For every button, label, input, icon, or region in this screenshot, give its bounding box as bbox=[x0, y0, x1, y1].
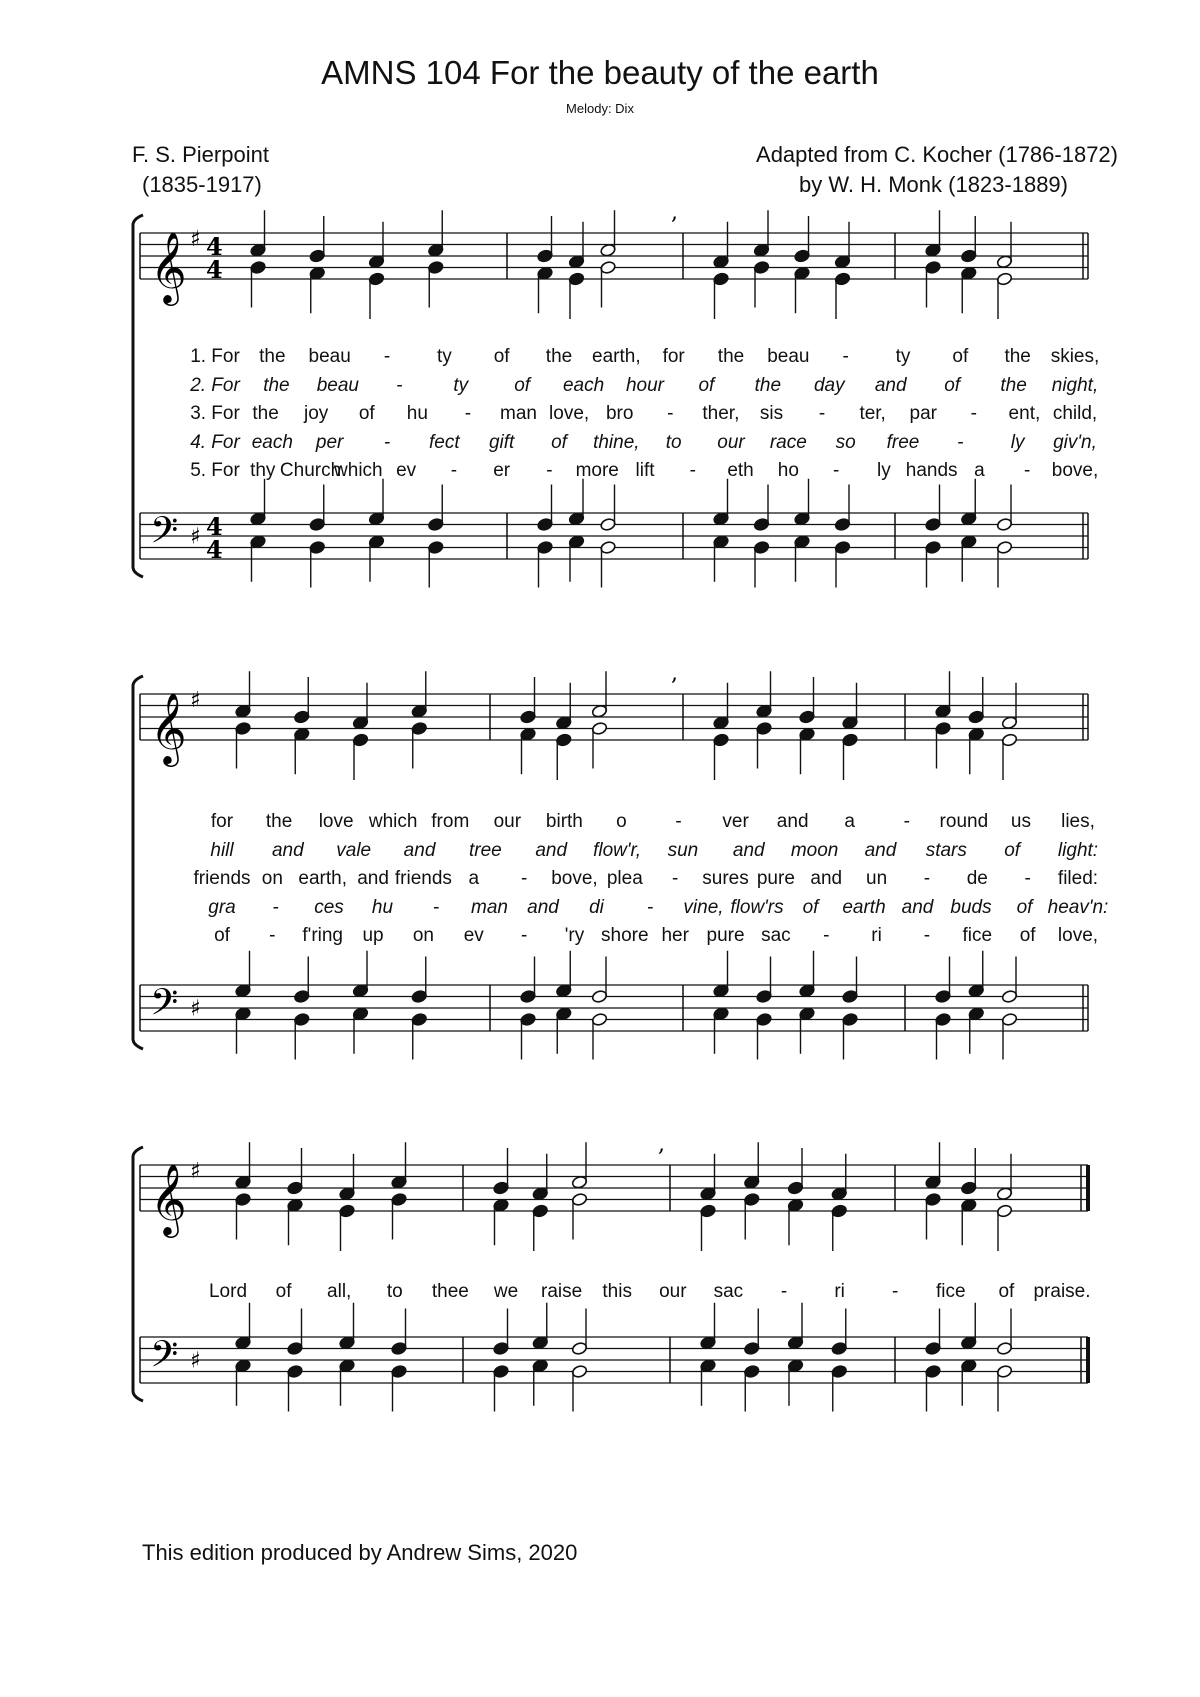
lyric-syllable: gift bbox=[488, 431, 515, 453]
lyric-syllable: 5. For bbox=[190, 460, 240, 481]
music-credit-line-2: by W. H. Monk (1823-1889) bbox=[798, 172, 1068, 197]
lyric-syllable: Lord bbox=[208, 1281, 248, 1302]
lyric-syllable: di bbox=[589, 896, 604, 918]
lyric-syllable: skies, bbox=[1050, 346, 1100, 367]
lyric-syllable: ver bbox=[722, 811, 749, 832]
lyric-syllable: the bbox=[717, 346, 745, 367]
lyric-syllable: ent, bbox=[1008, 403, 1041, 424]
lyric-syllable: - bbox=[269, 925, 276, 946]
lyric-syllable: of bbox=[1019, 925, 1036, 946]
key-signature-sharp-icon: ♯ bbox=[190, 227, 201, 252]
lyric-syllable: of bbox=[214, 925, 230, 946]
lyric-syllable: thy bbox=[250, 460, 276, 481]
lyric-syllable: us bbox=[1010, 811, 1031, 832]
lyric-syllable: from bbox=[431, 811, 470, 832]
lyric-syllable: man bbox=[500, 403, 537, 424]
music-credit-line-1: Adapted from C. Kocher (1786-1872) bbox=[756, 142, 1118, 167]
lyric-syllable: filed: bbox=[1057, 868, 1099, 889]
lyric-syllable: bro bbox=[605, 403, 634, 424]
melody-name: Melody: Dix bbox=[566, 101, 634, 116]
lyric-syllable: and bbox=[403, 839, 436, 861]
lyric-syllable: our bbox=[659, 1281, 687, 1302]
lyric-syllable: of bbox=[1016, 896, 1033, 918]
lyric-syllable: light: bbox=[1057, 839, 1099, 861]
bass-clef-icon: 𝄢 bbox=[150, 981, 179, 1033]
lyric-syllable: day bbox=[813, 374, 845, 396]
breath-mark-icon: , bbox=[658, 1132, 665, 1157]
lyric-syllable: which bbox=[368, 811, 418, 832]
lyric-syllable: - bbox=[272, 896, 279, 918]
key-signature-sharp-icon: ♯ bbox=[190, 524, 201, 550]
lyric-syllable: love, bbox=[549, 403, 590, 424]
lyric-syllable: - bbox=[675, 811, 682, 832]
lyric-syllable: 2. For bbox=[190, 374, 240, 396]
lyric-syllable: earth bbox=[842, 896, 886, 918]
lyric-syllable: de bbox=[966, 868, 988, 889]
lyric-syllable: fice bbox=[962, 925, 993, 946]
lyric-syllable: the bbox=[259, 346, 286, 367]
lyric-syllable: of bbox=[1004, 839, 1021, 861]
time-signature-top: 4 bbox=[206, 512, 223, 541]
lyric-syllable: and bbox=[864, 839, 897, 861]
words-author: F. S. Pierpoint bbox=[132, 142, 269, 167]
lyric-syllable: of bbox=[275, 1281, 292, 1302]
lyric-syllable: ty bbox=[895, 346, 911, 367]
treble-clef-icon: 𝄞 bbox=[150, 1162, 187, 1235]
lyric-syllable: the bbox=[1004, 346, 1031, 367]
lyric-syllable: more bbox=[575, 460, 619, 481]
lyric-syllable: - bbox=[396, 374, 403, 396]
lyric-syllable: beau bbox=[767, 346, 810, 367]
lyric-syllable: earth, bbox=[592, 346, 641, 367]
lyric-syllable: thee bbox=[431, 1281, 469, 1302]
lyric-syllable: friends bbox=[394, 868, 452, 889]
edition-credit: This edition produced by Andrew Sims, 2020 bbox=[142, 1540, 578, 1565]
lyric-syllable: - bbox=[646, 896, 654, 918]
lyric-syllable: the bbox=[1000, 374, 1027, 396]
key-signature-sharp-icon: ♯ bbox=[190, 996, 201, 1022]
lyric-syllable: bove, bbox=[1051, 460, 1099, 481]
lyric-syllable: f'ring bbox=[302, 925, 343, 946]
lyric-syllable: round bbox=[939, 811, 989, 832]
lyric-syllable: and bbox=[357, 868, 389, 889]
time-signature-bottom: 4 bbox=[206, 535, 223, 564]
lyric-syllable: - bbox=[432, 896, 440, 918]
lyric-syllable: hour bbox=[625, 374, 665, 396]
lyric-syllable: each bbox=[562, 374, 605, 396]
lyric-syllable: a bbox=[974, 460, 985, 481]
key-signature-sharp-icon: ♯ bbox=[190, 1348, 201, 1374]
lyric-syllable: all, bbox=[327, 1281, 352, 1302]
lyric-syllable: on bbox=[261, 868, 283, 889]
lyric-syllable: beau bbox=[308, 346, 351, 367]
lyric-syllable: ty bbox=[453, 374, 469, 396]
lyric-syllable: ri bbox=[871, 925, 882, 946]
lyric-syllable: and bbox=[535, 839, 568, 861]
lyric-syllable: ty bbox=[436, 346, 452, 367]
lyric-syllable: and bbox=[901, 896, 934, 918]
lyric-syllable: friends bbox=[193, 868, 251, 889]
lyric-syllable: sac bbox=[713, 1281, 744, 1302]
lyric-syllable: lift bbox=[635, 460, 655, 481]
lyric-syllable: par bbox=[909, 403, 937, 424]
lyric-syllable: birth bbox=[545, 811, 583, 832]
lyric-syllable: 'ry bbox=[564, 925, 585, 946]
lyric-syllable: each bbox=[251, 431, 293, 453]
lyric-syllable: hands bbox=[905, 460, 958, 481]
lyric-syllable: flow'r, bbox=[593, 839, 642, 861]
lyric-syllable: we bbox=[493, 1281, 519, 1302]
lyric-syllable: of bbox=[998, 1281, 1015, 1302]
lyric-syllable: to bbox=[386, 1281, 403, 1302]
lyric-syllable: buds bbox=[950, 896, 992, 918]
lyric-syllable: - bbox=[1024, 868, 1031, 889]
lyric-syllable: - bbox=[450, 460, 458, 481]
lyric-syllable: 3. For bbox=[190, 403, 240, 424]
lyric-syllable: and bbox=[810, 868, 843, 889]
lyric-syllable: love, bbox=[1057, 925, 1099, 946]
lyric-syllable: heav'n: bbox=[1047, 896, 1109, 918]
lyric-syllable: - bbox=[689, 460, 696, 481]
lyric-syllable: moon bbox=[790, 839, 839, 861]
lyric-syllable: - bbox=[842, 346, 849, 367]
lyric-syllable: lies, bbox=[1061, 811, 1095, 832]
lyric-syllable: night, bbox=[1051, 374, 1099, 396]
lyric-syllable: on bbox=[412, 925, 434, 946]
lyric-syllable: - bbox=[1024, 460, 1031, 481]
lyric-syllable: - bbox=[923, 868, 931, 889]
lyric-syllable: free bbox=[886, 431, 920, 453]
lyric-syllable: and bbox=[776, 811, 809, 832]
lyric-syllable: to bbox=[665, 431, 682, 453]
lyric-syllable: our bbox=[493, 811, 522, 832]
lyric-syllable: love bbox=[318, 811, 354, 832]
system-bracket bbox=[133, 1147, 143, 1401]
lyric-syllable: for bbox=[210, 811, 234, 832]
lyric-syllable: - bbox=[546, 460, 553, 481]
lyric-syllable: fice bbox=[936, 1281, 966, 1302]
treble-clef-icon: 𝄞 bbox=[150, 230, 187, 303]
lyric-syllable: stars bbox=[925, 839, 967, 861]
system-bracket bbox=[133, 676, 143, 1049]
lyric-syllable: - bbox=[464, 403, 472, 424]
lyric-syllable: vine, bbox=[683, 896, 724, 918]
bass-clef-icon: 𝄢 bbox=[150, 509, 179, 561]
lyric-syllable: - bbox=[832, 460, 840, 481]
lyric-syllable: er bbox=[493, 460, 511, 481]
lyric-syllable: the bbox=[754, 374, 782, 396]
system-bracket bbox=[133, 215, 143, 577]
lyric-syllable: 1. For bbox=[190, 346, 240, 367]
lyric-syllable: - bbox=[923, 925, 931, 946]
lyric-syllable: the bbox=[265, 811, 293, 832]
lyric-syllable: ev bbox=[396, 460, 417, 481]
words-author-dates: (1835-1917) bbox=[142, 172, 262, 197]
lyric-syllable: ter, bbox=[859, 403, 886, 424]
lyric-syllable: ther, bbox=[702, 403, 740, 424]
treble-clef-icon: 𝄞 bbox=[150, 691, 187, 764]
lyric-syllable: of bbox=[944, 374, 961, 396]
lyric-syllable: of bbox=[698, 374, 715, 396]
lyric-syllable: - bbox=[957, 431, 964, 453]
lyric-syllable: and bbox=[874, 374, 907, 396]
lyric-syllable: race bbox=[769, 431, 807, 453]
lyric-syllable: a bbox=[844, 811, 856, 832]
lyric-syllable: praise. bbox=[1033, 1281, 1091, 1302]
lyric-syllable: Church bbox=[279, 460, 342, 481]
lyric-syllable: raise bbox=[541, 1281, 583, 1302]
lyric-syllable: - bbox=[383, 431, 391, 453]
lyric-syllable: ho bbox=[777, 460, 799, 481]
time-signature-top: 4 bbox=[206, 232, 223, 261]
lyric-syllable: sac bbox=[761, 925, 791, 946]
lyric-syllable: man bbox=[471, 896, 508, 918]
lyric-syllable: - bbox=[520, 868, 528, 889]
lyric-syllable: - bbox=[383, 346, 391, 367]
hymn-title: AMNS 104 For the beauty of the earth bbox=[321, 54, 879, 91]
lyric-syllable: thine, bbox=[593, 431, 640, 453]
lyric-syllable: of bbox=[952, 346, 969, 367]
lyric-syllable: vale bbox=[336, 839, 372, 861]
lyric-syllable: - bbox=[780, 1281, 788, 1302]
lyric-syllable: her bbox=[661, 925, 689, 946]
lyric-syllable: plea bbox=[606, 868, 643, 889]
lyric-syllable: hill bbox=[210, 839, 234, 861]
lyric-syllable: sun bbox=[667, 839, 699, 861]
lyric-syllable: the bbox=[263, 374, 290, 396]
lyric-syllable: the bbox=[545, 346, 573, 367]
lyric-syllable: of bbox=[358, 403, 375, 424]
lyric-syllable: which bbox=[334, 460, 383, 481]
lyric-syllable: child, bbox=[1052, 403, 1098, 424]
lyric-syllable: for bbox=[662, 346, 685, 367]
lyric-syllable: - bbox=[970, 403, 977, 424]
breath-mark-icon: , bbox=[671, 661, 678, 686]
lyric-syllable: - bbox=[903, 811, 910, 832]
lyric-syllable: - bbox=[520, 925, 528, 946]
lyric-syllable: un bbox=[866, 868, 888, 889]
lyric-syllable: hu bbox=[406, 403, 428, 424]
lyric-syllable: pure bbox=[756, 868, 795, 889]
lyric-syllable: sures bbox=[702, 868, 749, 889]
lyric-syllable: up bbox=[362, 925, 384, 946]
lyric-syllable: ces bbox=[314, 896, 344, 918]
lyric-syllable: giv'n, bbox=[1053, 431, 1097, 453]
lyric-syllable: - bbox=[667, 403, 674, 424]
lyric-syllable: of bbox=[802, 896, 819, 918]
lyric-syllable: bove, bbox=[551, 868, 598, 889]
lyric-syllable: ri bbox=[834, 1281, 845, 1302]
lyric-syllable: o bbox=[616, 811, 627, 832]
lyric-syllable: of bbox=[551, 431, 567, 453]
lyric-syllable: shore bbox=[601, 925, 649, 946]
lyric-syllable: the bbox=[252, 403, 279, 424]
lyric-syllable: of bbox=[493, 346, 510, 367]
lyric-syllable: ly bbox=[877, 460, 891, 481]
lyric-syllable: - bbox=[672, 868, 679, 889]
lyric-syllable: of bbox=[514, 374, 531, 396]
lyric-syllable: and bbox=[527, 896, 559, 918]
time-signature-bottom: 4 bbox=[206, 255, 223, 284]
lyric-syllable: so bbox=[835, 431, 856, 453]
lyric-syllable: and bbox=[271, 839, 304, 861]
lyric-syllable: sis bbox=[759, 403, 784, 424]
lyric-syllable: - bbox=[823, 925, 830, 946]
lyric-syllable: and bbox=[732, 839, 765, 861]
key-signature-sharp-icon: ♯ bbox=[190, 688, 201, 713]
lyric-syllable: 4. For bbox=[190, 431, 240, 453]
lyric-syllable: this bbox=[602, 1281, 632, 1302]
lyric-syllable: ly bbox=[1010, 431, 1025, 453]
breath-mark-icon: , bbox=[671, 200, 678, 225]
lyric-syllable: beau bbox=[316, 374, 359, 396]
lyric-syllable: our bbox=[717, 431, 745, 453]
lyric-syllable: hu bbox=[371, 896, 394, 918]
lyric-syllable: per bbox=[315, 431, 344, 453]
lyric-syllable: - bbox=[818, 403, 826, 424]
bass-clef-icon: 𝄢 bbox=[150, 1333, 179, 1385]
lyric-syllable: joy bbox=[304, 403, 329, 424]
lyric-syllable: tree bbox=[469, 839, 502, 861]
lyric-syllable: gra bbox=[208, 896, 236, 918]
key-signature-sharp-icon: ♯ bbox=[190, 1159, 201, 1184]
lyric-syllable: pure bbox=[706, 925, 745, 946]
lyric-syllable: a bbox=[468, 868, 480, 889]
lyric-syllable: eth bbox=[727, 460, 754, 481]
lyric-syllable: ev bbox=[463, 925, 484, 946]
lyric-syllable: fect bbox=[429, 431, 460, 453]
lyric-syllable: flow'rs bbox=[730, 896, 784, 918]
lyric-syllable: earth, bbox=[298, 868, 347, 889]
lyric-syllable: - bbox=[892, 1281, 899, 1302]
